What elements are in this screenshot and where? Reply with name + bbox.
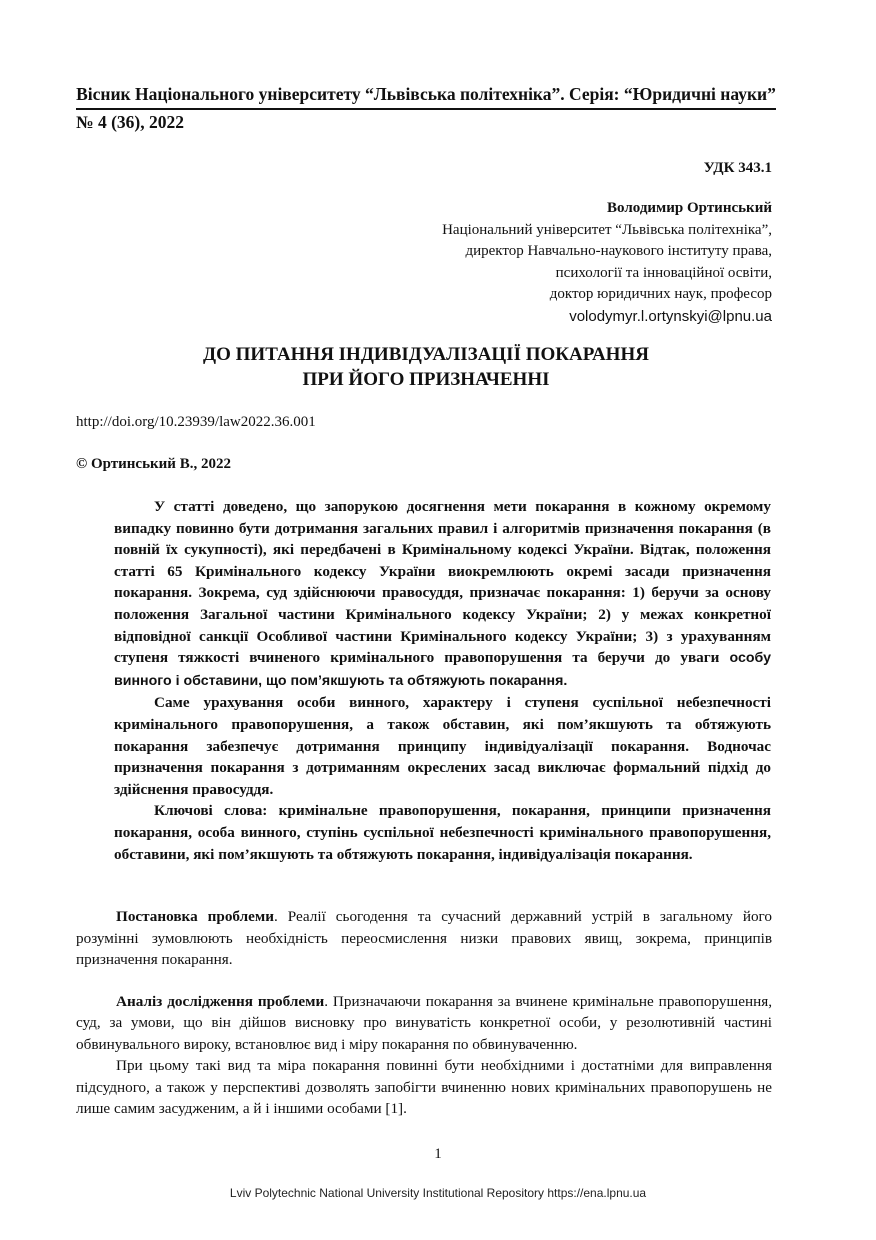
title-line-2: ПРИ ЙОГО ПРИЗНАЧЕННІ [302,369,550,390]
analysis-heading: Аналіз дослідження проблеми [116,992,325,1010]
author-affiliation-line: директор Навчально-наукового інституту права, [465,243,772,259]
udk-code: УДК 343.1 [703,160,772,176]
author-affiliation-line: доктор юридичних наук, професор [549,286,772,302]
problem-text: . Реалії сьогодення та сучасний державний устрій в загальному його розумінні зумовлюють необхідність переосмислення низки правових явищ, зокрема, принципів призначення покарання. [76,908,772,968]
author-block [442,198,772,327]
abstract-keywords: Ключові слова: кримінальне правопорушення, покарання, принципи призначення покарання, особа винного, ступінь суспільної небезпечності кримінального правопорушення, обставини, які пом’якшують та обтяжують покарання, індивідуалізація покарання. [114,802,771,863]
repository-footer: Lviv Polytechnic National University Institutional Repository https://ena.lpnu.ua [229,1186,647,1200]
author-affiliation-line: Національний університет “Львівська політехніка”, [442,221,772,238]
abstract-p1-main: У статті доведено, що запорукою досягнення мети покарання в кожному окремому випадку повинно бути дотримання загальних правил і алгоритмів призначення покарання (в повній їх сукупності), які передбачені в Кримінальному кодексі України. Відтак, положення статті 65 Кримінального кодексу України виокремлюють окремі засади призначення покарання. Зокрема, суд здійснюючи правосуддя, призначає покарання: 1) беручи за основу положення Загальної частини Кримінального кодексу України; 2) у межах конкретної відповідної санкції Особливої частини Кримінального кодексу України; 3) з урахуванням ступеня тяжкості вчиненого кримінального правопорушення та беручи до уваги [114,498,771,667]
problem-heading: Постановка проблеми [116,908,274,925]
copyright [76,456,231,473]
page-number: 1 [434,1146,442,1162]
analysis-text: . Призначаючи покарання за вчинене кримінальне правопорушення, суд, за умови, що він дійшов висновку про винуватість конкретної особи, у резолютивній частині обвинувального вироку, встановлює вид і міру покарання по обвинуваченню. [76,992,772,1053]
abstract-paragraph-2: Саме урахування особи винного, характеру і ступеня суспільної небезпечності кримінального правопорушення, а також обставин, які пом’якшують та обтяжують покарання забезпечує дотримання принципу індивідуалізації покарання. Водночас призначення покарання з дотриманням окреслених засад виключає формальний підхід до здійснення правосуддя. [114,694,771,798]
author-email[interactable]: volodymyr.l.ortynskyi@lpnu.ua [569,307,772,325]
author-affiliation-line: психології та інноваційної освіти, [555,264,772,281]
journal-header: Вісник Національного університету “Львівська політехніка”. Серія: “Юридичні науки” [76,84,776,104]
article-title [76,342,776,392]
problem-paragraph [76,906,772,971]
doi-link[interactable]: http://doi.org/10.23939/law2022.36.001 [76,414,316,430]
abstract [114,496,771,865]
analysis-paragraph [76,991,772,1056]
abstract-p1-tail: особу винного і обставини, що пом’якшують та обтяжують покарання. [114,650,771,689]
body-paragraph-3: При цьому такі вид та міра покарання повинні бути необхідними і достатніми для виправлення підсудного, а також у перспективі дозволять запобігти вчиненню нових кримінальних правопорушень не лише самим засудженим, а й і іншими особами [1]. [76,1057,772,1117]
header-rule [76,108,776,110]
issue-number: № 4 (36), 2022 [76,112,184,132]
author-name: Володимир Ортинський [607,200,772,216]
abstract-paragraph-1 [114,496,771,692]
copyright-text: © Ортинський В., 2022 [76,456,231,472]
body-text [76,906,772,1120]
title-line-1: ДО ПИТАННЯ ІНДИВІДУАЛІЗАЦІЇ ПОКАРАННЯ [203,344,649,365]
